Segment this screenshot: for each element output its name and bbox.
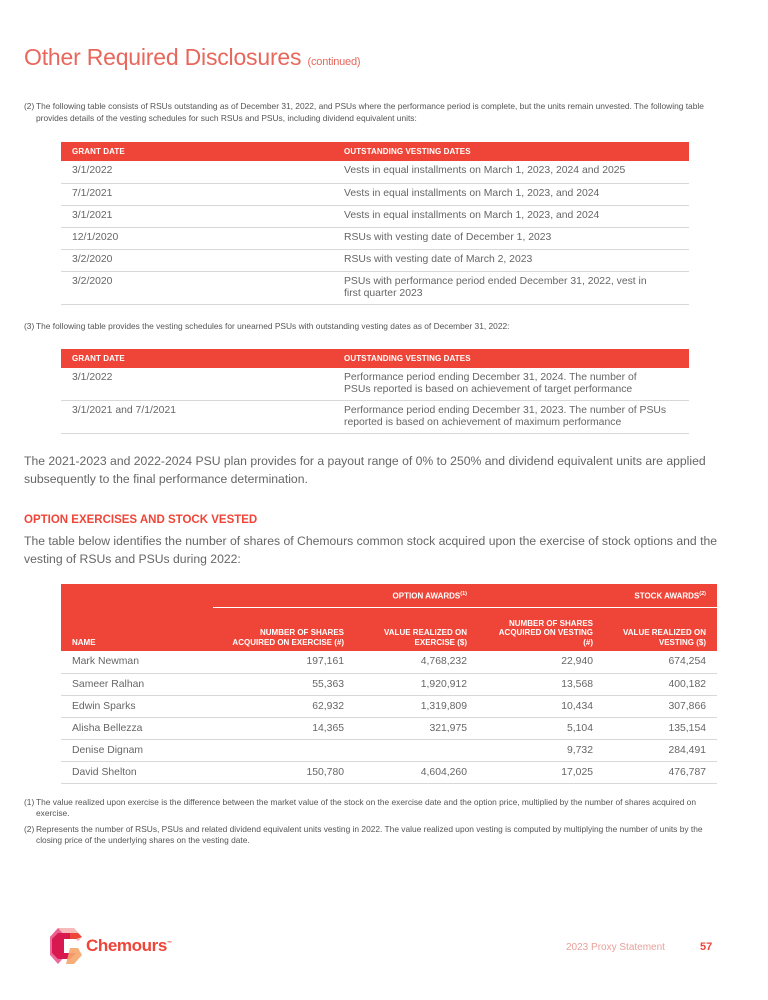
value-exercise-cell: 4,768,232 xyxy=(355,651,478,673)
column-header-name: NAME xyxy=(61,607,213,651)
group-header-stock-awards: STOCK AWARDS$^{(2)}$ xyxy=(604,584,717,607)
footnote-number: (2) xyxy=(24,824,35,834)
page-title xyxy=(24,44,360,71)
column-header-shares-exercise: NUMBER OF SHARES ACQUIRED ON EXERCISE (#) xyxy=(213,607,355,651)
column-header-grant-date: GRANT DATE xyxy=(61,142,333,161)
page-title-suffix: (continued) xyxy=(307,56,361,68)
vesting-dates-cell: Performance period ending December 31, 2023. The number of PSUs reported is based on achievement of maximum performance xyxy=(333,401,689,434)
grant-date-cell: 3/1/2021 and 7/1/2021 xyxy=(61,401,333,434)
table-row xyxy=(61,183,689,205)
value-exercise-cell: 1,319,809 xyxy=(355,695,478,717)
grant-date-cell: 12/1/2020 xyxy=(61,227,333,249)
vesting-dates-cell: PSUs with performance period ended December 31, 2022, vest in first quarter 2023 xyxy=(333,271,689,304)
vesting-dates-cell: RSUs with vesting date of March 2, 2023 xyxy=(333,249,689,271)
shares-vesting-cell: 5,104 xyxy=(478,717,604,739)
grant-date-cell: 3/1/2021 xyxy=(61,205,333,227)
value-vesting-cell: 307,866 xyxy=(604,695,717,717)
footnote-text: The value realized upon exercise is the difference between the market value of the stock on the exercise date and the option price, multiplied by the number of shares acquired on exercise. xyxy=(36,797,697,818)
table-row xyxy=(61,161,689,183)
column-header-row xyxy=(61,607,717,651)
grant-date-cell: 3/1/2022 xyxy=(61,368,333,401)
page-title-text: Other Required Disclosures xyxy=(24,44,302,70)
table-row xyxy=(61,739,717,761)
table-row xyxy=(61,717,717,739)
table-row xyxy=(61,651,717,673)
footnote-1 xyxy=(24,797,724,819)
footnote-number: (1) xyxy=(24,797,35,807)
unearned-psu-table xyxy=(61,349,689,434)
table-row xyxy=(61,673,717,695)
table-row xyxy=(61,205,689,227)
name-cell: Sameer Ralhan xyxy=(61,673,213,695)
name-cell: Mark Newman xyxy=(61,651,213,673)
table-row xyxy=(61,761,717,783)
table-row xyxy=(61,401,689,434)
shares-vesting-cell: 17,025 xyxy=(478,761,604,783)
value-exercise-cell: 321,975 xyxy=(355,717,478,739)
note-3 xyxy=(24,321,724,333)
note-number: (2) xyxy=(24,101,35,111)
grant-date-cell: 3/1/2022 xyxy=(61,161,333,183)
footnote-text: Represents the number of RSUs, PSUs and related dividend equivalent units vesting in 2022. The value realized upon vesting is computed by multiplying the number of units by the closing price of the underlying shares on the vesting date. xyxy=(36,824,703,845)
value-vesting-cell: 476,787 xyxy=(604,761,717,783)
value-exercise-cell: 1,920,912 xyxy=(355,673,478,695)
note-text: The following table consists of RSUs outstanding as of December 31, 2022, and PSUs where the performance period is complete, but the units remain unvested. The following table provides details of the vesting schedules for such RSUs and PSUs, including dividend equivalent units: xyxy=(36,101,704,123)
group-header-option-awards: OPTION AWARDS$^{(1)}$ xyxy=(355,584,478,607)
value-exercise-cell xyxy=(355,739,478,761)
grant-date-cell: 3/2/2020 xyxy=(61,271,333,304)
value-vesting-cell: 135,154 xyxy=(604,717,717,739)
shares-exercise-cell: 14,365 xyxy=(213,717,355,739)
group-header-row xyxy=(61,584,717,607)
column-header-grant-date: GRANT DATE xyxy=(61,349,333,368)
table-header-row xyxy=(61,349,689,368)
vesting-dates-cell: Vests in equal installments on March 1, 2023, and 2024 xyxy=(333,183,689,205)
page-number: 57 xyxy=(700,941,713,953)
name-cell: David Shelton xyxy=(61,761,213,783)
vesting-schedule-table xyxy=(61,142,689,305)
name-cell: Denise Dignam xyxy=(61,739,213,761)
name-cell: Edwin Sparks xyxy=(61,695,213,717)
note-text: The following table provides the vesting schedules for unearned PSUs with outstanding vesting dates as of December 31, 2022: xyxy=(36,321,510,331)
column-header-shares-vesting: NUMBER OF SHARES ACQUIRED ON VESTING (#) xyxy=(478,607,604,651)
document-label: 2023 Proxy Statement xyxy=(566,942,665,953)
vesting-dates-cell: Vests in equal installments on March 1, 2023, and 2024 xyxy=(333,205,689,227)
column-header-value-vesting: VALUE REALIZED ON VESTING ($) xyxy=(604,607,717,651)
shares-exercise-cell: 55,363 xyxy=(213,673,355,695)
column-header-vesting-dates: OUTSTANDING VESTING DATES xyxy=(333,142,689,161)
note-number: (3) xyxy=(24,321,35,331)
grant-date-cell: 7/1/2021 xyxy=(61,183,333,205)
vesting-dates-cell: Performance period ending December 31, 2024. The number of PSUs reported is based on achievement of target performance xyxy=(333,368,689,401)
footnote-2 xyxy=(24,824,724,846)
value-vesting-cell: 284,491 xyxy=(604,739,717,761)
column-header-vesting-dates: OUTSTANDING VESTING DATES xyxy=(333,349,689,368)
vesting-dates-cell: Vests in equal installments on March 1, 2023, 2024 and 2025 xyxy=(333,161,689,183)
value-vesting-cell: 400,182 xyxy=(604,673,717,695)
shares-exercise-cell: 197,161 xyxy=(213,651,355,673)
table-row xyxy=(61,271,689,304)
table-row xyxy=(61,695,717,717)
section-intro: The table below identifies the number of shares of Chemours common stock acquired upon the exercise of stock options and the vesting of RSUs and PSUs during 2022: xyxy=(24,534,718,566)
shares-vesting-cell: 9,732 xyxy=(478,739,604,761)
option-exercises-table xyxy=(61,584,717,784)
section-title: OPTION EXERCISES AND STOCK VESTED xyxy=(24,514,258,526)
shares-exercise-cell: 62,932 xyxy=(213,695,355,717)
value-exercise-cell: 4,604,260 xyxy=(355,761,478,783)
shares-vesting-cell: 10,434 xyxy=(478,695,604,717)
table-row xyxy=(61,368,689,401)
vesting-dates-cell: RSUs with vesting date of December 1, 2023 xyxy=(333,227,689,249)
shares-exercise-cell: 150,780 xyxy=(213,761,355,783)
grant-date-cell: 3/2/2020 xyxy=(61,249,333,271)
psu-plan-paragraph: The 2021-2023 and 2022-2024 PSU plan provides for a payout range of 0% to 250% and dividend equivalent units are applied subsequently to the final performance determination. xyxy=(24,454,706,486)
shares-exercise-cell xyxy=(213,739,355,761)
logo-wordmark: Chemours™ xyxy=(86,936,172,955)
chemours-logo-icon xyxy=(50,928,82,964)
note-2 xyxy=(24,101,724,124)
shares-vesting-cell: 13,568 xyxy=(478,673,604,695)
column-header-value-exercise: VALUE REALIZED ON EXERCISE ($) xyxy=(355,607,478,651)
table-row xyxy=(61,249,689,271)
table-row xyxy=(61,227,689,249)
chemours-logo xyxy=(50,928,171,964)
table-header-row xyxy=(61,142,689,161)
name-cell: Alisha Bellezza xyxy=(61,717,213,739)
shares-vesting-cell: 22,940 xyxy=(478,651,604,673)
value-vesting-cell: 674,254 xyxy=(604,651,717,673)
